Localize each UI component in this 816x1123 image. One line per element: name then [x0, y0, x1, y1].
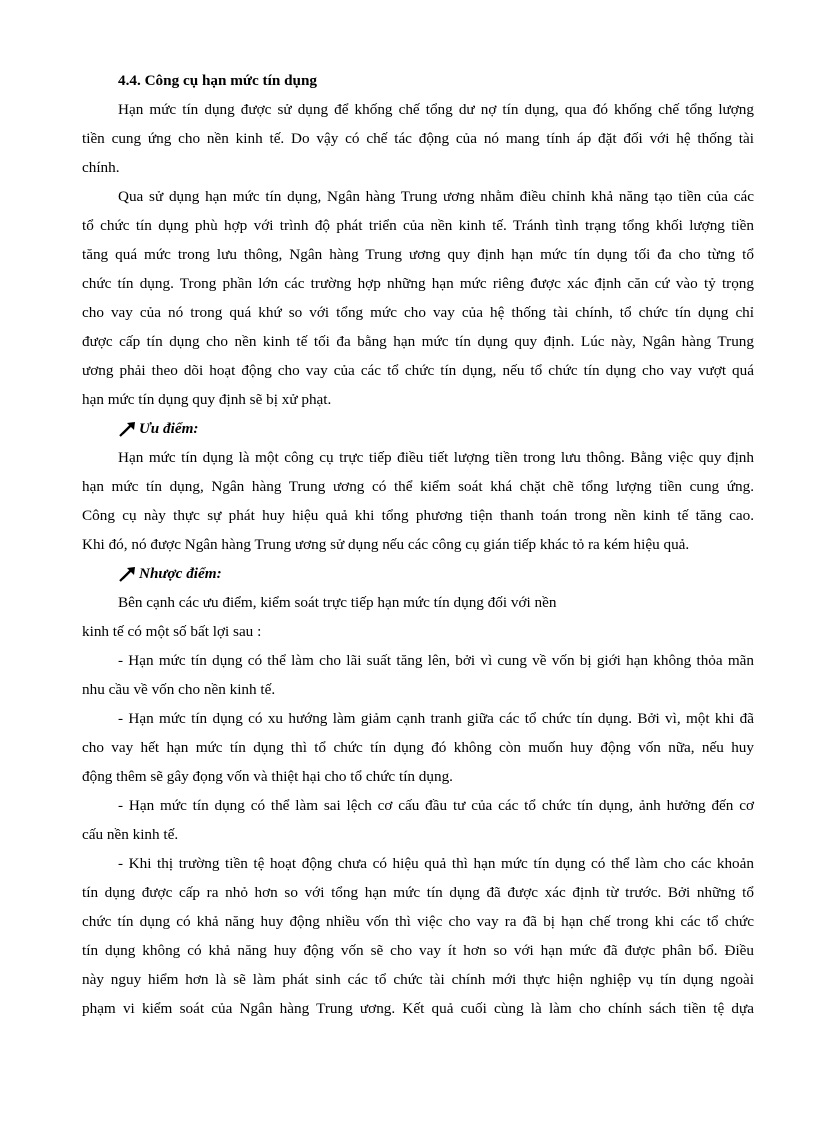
text-line: - Hạn mức tín dụng có xu hướng làm giảm cạnh tranh giữa các tổ chức tín dụng. Bởi vì, một khi đã [118, 710, 754, 727]
text-line: phạm vi kiểm soát của Ngân hàng Trung ương. Kết quả cuối cùng là làm cho chính sách tiền tệ dựa [82, 1000, 754, 1017]
text-line: cho vay hết hạn mức tín dụng thì tổ chức tín dụng đó không còn muốn huy động vốn nữa, nếu huy [82, 739, 754, 756]
advantages-paragraph [82, 443, 754, 559]
text-line: chức tín dụng. Trong phần lớn các trường hợp những hạn mức riêng được xác định căn cứ vào tỷ trọng [82, 275, 754, 292]
disadvantage-item [82, 646, 754, 704]
text-line: - Khi thị trường tiền tệ hoạt động chưa có hiệu quả thì hạn mức tín dụng có thể làm cho các khoản [118, 855, 754, 872]
text-line: Khi đó, nó được Ngân hàng Trung ương sử dụng nếu các công cụ gián tiếp khác tỏ ra kém hiệu quả. [82, 536, 690, 553]
text-line: Hạn mức tín dụng là một công cụ trực tiếp điều tiết lượng tiền trong lưu thông. Bằng việc quy định [118, 449, 754, 466]
disadvantage-item [82, 849, 754, 1023]
disadvantage-item [82, 791, 754, 849]
text-line: Công cụ này thực sự phát huy hiệu quả khi tổng phương tiện thanh toán trong nền kinh tế tăng cao. [82, 507, 754, 524]
text-line: tổ chức tín dụng phù hợp với trình độ phát triển của nền kinh tế. Tránh tình trạng tổng khối lượng tiền [82, 217, 754, 234]
text-line: hạn mức tín dụng, Ngân hàng Trung ương có thể kiểm soát khá chặt chẽ tổng lượng tiền cung ứng. [82, 478, 754, 495]
advantages-title: Ưu điểm: [139, 420, 199, 437]
text-line: tăng quá mức trong lưu thông, Ngân hàng Trung ương quy định hạn mức tín dụng tối đa cho từng tổ [82, 246, 754, 263]
text-line: tiền cung ứng cho nền kinh tế. Do vậy có chế tác động của nó mang tính áp đặt đối với hệ thống tài [82, 130, 754, 147]
section-heading: 4.4. Công cụ hạn mức tín dụng [118, 72, 318, 89]
text-line: - Hạn mức tín dụng có thể làm cho lãi suất tăng lên, bởi vì cung về vốn bị giới hạn không thỏa mãn [118, 652, 754, 669]
disadvantages-subheading [118, 559, 754, 588]
disadvantage-item [82, 704, 754, 791]
text-line: này nguy hiểm hơn là sẽ làm phát sinh các tổ chức tài chính mới thực hiện nghiệp vụ tín dụng ngoài [82, 971, 754, 988]
text-line: kinh tế có một số bất lợi sau : [82, 623, 262, 640]
text-line: được cấp tín dụng cho nền kinh tế tối đa bằng hạn mức tín dụng quy định. Lúc này, Ngân hàng Trung [82, 333, 754, 350]
disadvantages-title: Nhược điểm: [139, 565, 222, 582]
body-paragraph [82, 182, 754, 414]
text-line: Bên cạnh các ưu điểm, kiểm soát trực tiếp hạn mức tín dụng đối với nền [118, 594, 557, 611]
advantages-subheading [118, 414, 754, 443]
disadvantages-intro [82, 588, 754, 646]
text-line: nhu cầu về vốn cho nền kinh tế. [82, 681, 276, 698]
document-page [82, 66, 754, 1023]
text-line: Hạn mức tín dụng được sử dụng để khống chế tổng dư nợ tín dụng, qua đó khống chế tổng lượng [118, 101, 754, 118]
text-line: chức tín dụng có khả năng huy động nhiều vốn thì việc cho vay ra đã bị hạn chế trong khi các tổ chức [82, 913, 754, 930]
text-line: - Hạn mức tín dụng có thể làm sai lệch cơ cấu đầu tư của các tổ chức tín dụng, ảnh hưởng đến cơ [118, 797, 754, 814]
arrow-bullet-icon [118, 421, 138, 437]
intro-paragraph [82, 95, 754, 182]
text-line: cấu nền kinh tế. [82, 826, 179, 843]
arrow-bullet-icon [118, 566, 138, 582]
text-line: Qua sử dụng hạn mức tín dụng, Ngân hàng Trung ương nhằm điều chỉnh khả năng tạo tiền của các [118, 188, 754, 205]
text-line: cho vay của nó trong quá khứ so với tổng mức cho vay của hệ thống tài chính, tổ chức tín dụng chỉ [82, 304, 754, 321]
text-line: hạn mức tín dụng quy định sẽ bị xử phạt. [82, 391, 332, 408]
text-line: ương phải theo dõi hoạt động cho vay của các tổ chức tín dụng, nếu tổ chức tín dụng cho vay vượt quá [82, 362, 754, 379]
text-line: động thêm sẽ gây đọng vốn và thiệt hại cho tổ chức tín dụng. [82, 768, 453, 785]
text-line: tín dụng không có khả năng huy động vốn sẽ cho vay ít hơn so với hạn mức đã được phân bổ. Điều [82, 942, 754, 959]
text-line: chính. [82, 159, 120, 176]
text-line: tín dụng được cấp ra nhỏ hơn so với tổng hạn mức tín dụng đã được xác định từ trước. Bởi những tổ [82, 884, 754, 901]
